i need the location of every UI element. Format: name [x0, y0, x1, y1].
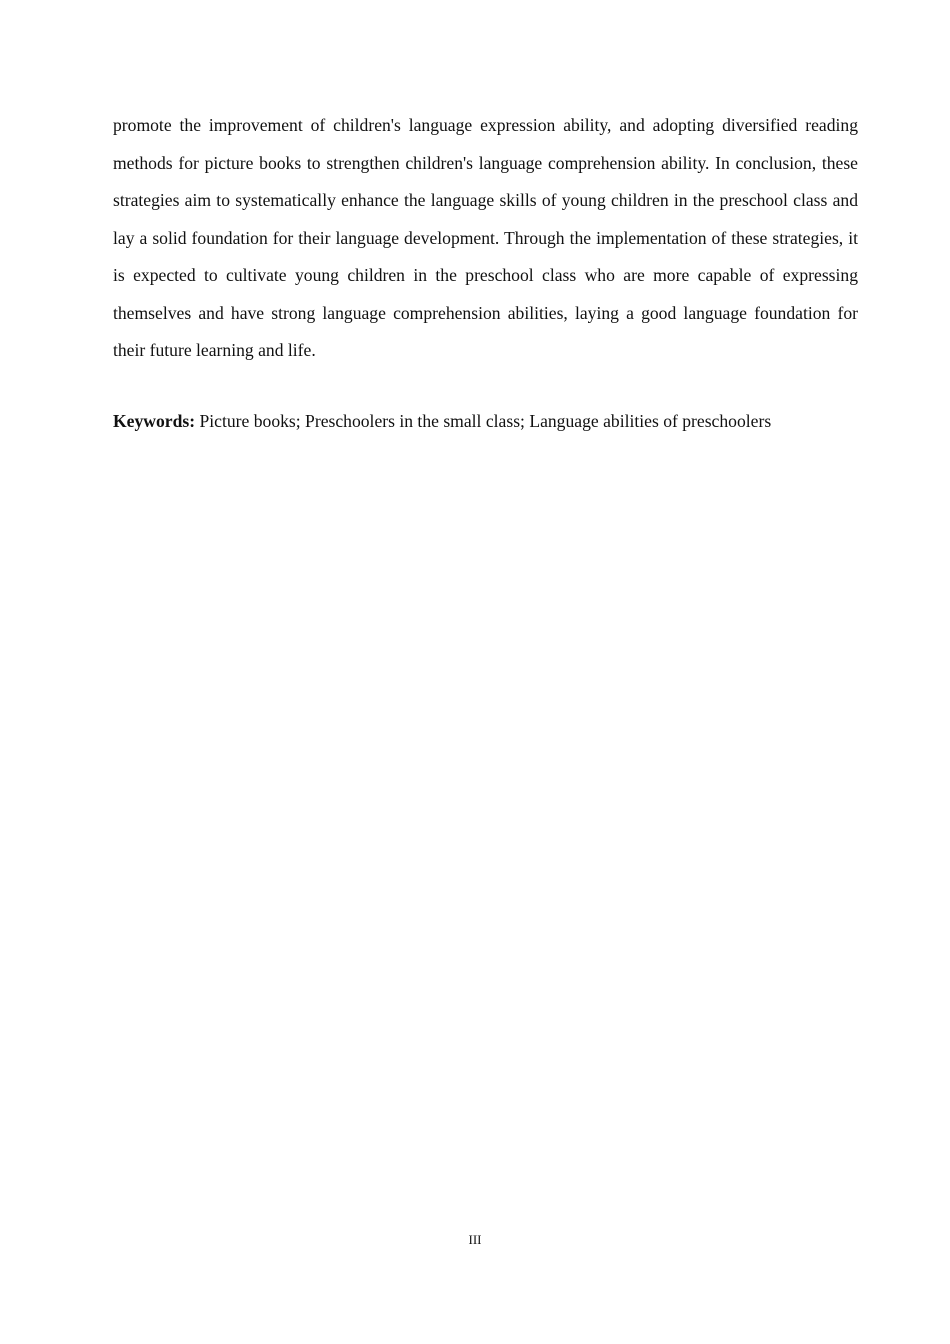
keywords-line — [113, 403, 873, 441]
abstract-paragraph: promote the improvement of children's language expression ability, and adopting diversified reading methods for picture books to strengthen children's language comprehension ability. In conclusion, these strategies aim to systematically enhance the language skills of young children in the preschool class and lay a solid foundation for their language development. Through the implementation of these strategies, it is expected to cultivate young children in the preschool class who are more capable of expressing themselves and have strong language comprehension abilities, laying a good language foundation for their future learning and life. — [113, 115, 858, 360]
page-number: III — [468, 1232, 482, 1247]
keywords-text: Picture books; Preschoolers in the small class; Language abilities of preschoolers — [199, 411, 772, 431]
keywords-label: Keywords: — [113, 411, 196, 431]
